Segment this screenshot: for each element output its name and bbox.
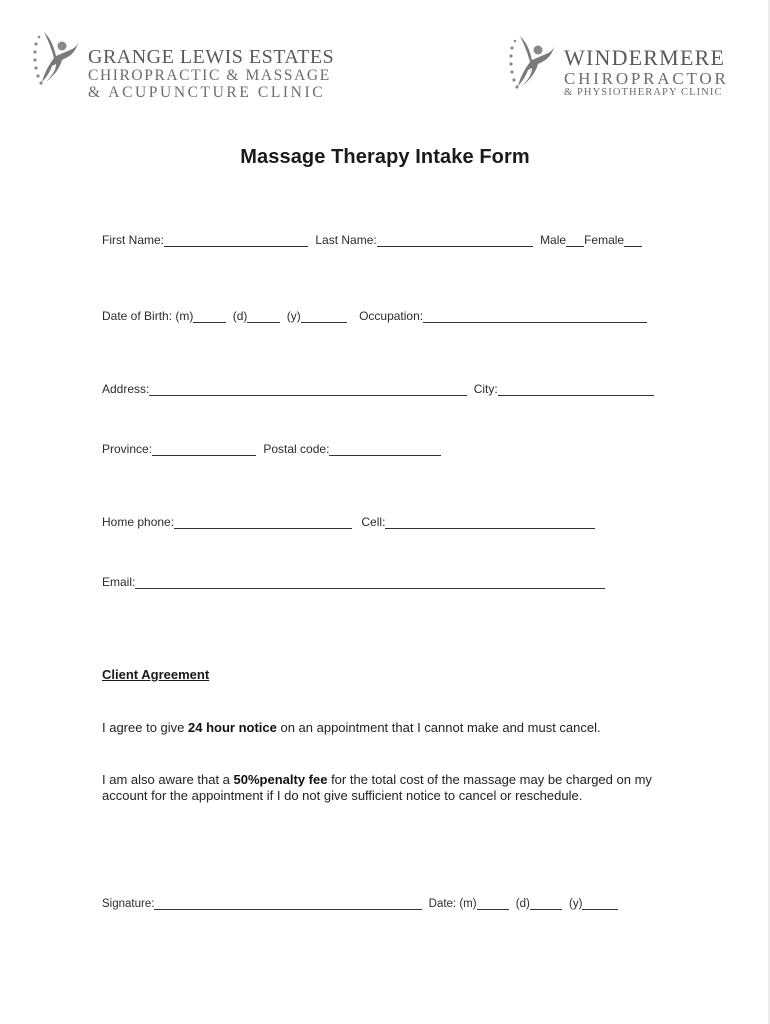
sign-date-day-label: (d) <box>515 898 530 910</box>
logo-left-line1: GRANGE LEWIS ESTATES <box>88 46 335 68</box>
email-row <box>102 575 605 589</box>
address-field[interactable] <box>149 383 467 396</box>
postal-code-field[interactable] <box>329 443 441 456</box>
city-field[interactable] <box>498 383 654 396</box>
address-label: Address: <box>102 382 150 396</box>
sign-date-month-label: Date: (m) <box>428 898 477 910</box>
cell-label: Cell: <box>361 515 386 529</box>
dob-month-label: Date of Birth: (m) <box>102 309 194 323</box>
sign-date-day-field[interactable] <box>530 897 562 910</box>
dob-year-field[interactable] <box>301 310 347 323</box>
province-label: Province: <box>102 442 153 456</box>
dob-day-label: (d) <box>232 309 248 323</box>
notice-paragraph <box>102 720 672 736</box>
cell-field[interactable] <box>385 516 595 529</box>
phone-row <box>102 515 595 529</box>
penalty-text-bold: 50%penalty fee <box>233 772 328 787</box>
logo-right-line3: & PHYSIOTHERAPY CLINIC <box>564 87 723 98</box>
email-field[interactable] <box>135 576 605 589</box>
signature-label: Signature: <box>102 898 155 910</box>
penalty-text-c: for the total cost of the massage may be charged on my account for the appointment if I do not give sufficient notice to cancel or reschedule. <box>102 772 652 803</box>
occupation-field[interactable] <box>423 310 647 323</box>
last-name-label: Last Name: <box>315 233 377 247</box>
notice-text-bold: 24 hour notice <box>188 720 277 735</box>
logo-left-line2: CHIROPRACTIC & MASSAGE <box>88 67 331 84</box>
email-label: Email: <box>102 575 136 589</box>
name-row <box>102 233 642 247</box>
logo-right-line2: CHIROPRACTOR <box>564 69 729 88</box>
sign-date-year-field[interactable] <box>582 897 618 910</box>
penalty-paragraph <box>102 772 672 804</box>
windermere-logo <box>508 30 729 102</box>
figure-logo-icon <box>508 30 560 102</box>
first-name-field[interactable] <box>164 234 308 247</box>
occupation-label: Occupation: <box>359 309 424 323</box>
last-name-field[interactable] <box>377 234 533 247</box>
sign-date-month-field[interactable] <box>477 897 509 910</box>
dob-day-field[interactable] <box>247 310 280 323</box>
province-field[interactable] <box>152 443 256 456</box>
female-label: Female <box>584 233 625 247</box>
client-agreement-heading: Client Agreement <box>102 667 210 682</box>
home-phone-label: Home phone: <box>102 515 175 529</box>
sign-date-year-label: (y) <box>569 898 583 910</box>
province-row <box>102 442 441 456</box>
penalty-text-a: I am also aware that a <box>102 772 234 787</box>
city-label: City: <box>473 382 498 396</box>
dob-row <box>102 309 647 323</box>
dob-month-field[interactable] <box>193 310 226 323</box>
notice-text-a: I agree to give <box>102 720 188 735</box>
home-phone-field[interactable] <box>174 516 352 529</box>
postal-code-label: Postal code: <box>263 442 330 456</box>
form-title: Massage Therapy Intake Form <box>240 146 530 168</box>
notice-text-c: on an appointment that I cannot make and must cancel. <box>276 720 601 735</box>
address-row <box>102 382 654 396</box>
signature-row <box>102 897 618 910</box>
male-label: Male <box>540 233 567 247</box>
logo-left-line3: & ACUPUNCTURE CLINIC <box>88 83 326 101</box>
male-field[interactable] <box>566 234 584 247</box>
first-name-label: First Name: <box>102 233 165 247</box>
grange-lewis-logo <box>32 26 334 100</box>
signature-field[interactable] <box>154 897 422 910</box>
female-field[interactable] <box>624 234 642 247</box>
logo-right-line1: WINDERMERE <box>564 45 726 70</box>
dob-year-label: (y) <box>286 309 301 323</box>
figure-logo-icon <box>32 26 84 98</box>
